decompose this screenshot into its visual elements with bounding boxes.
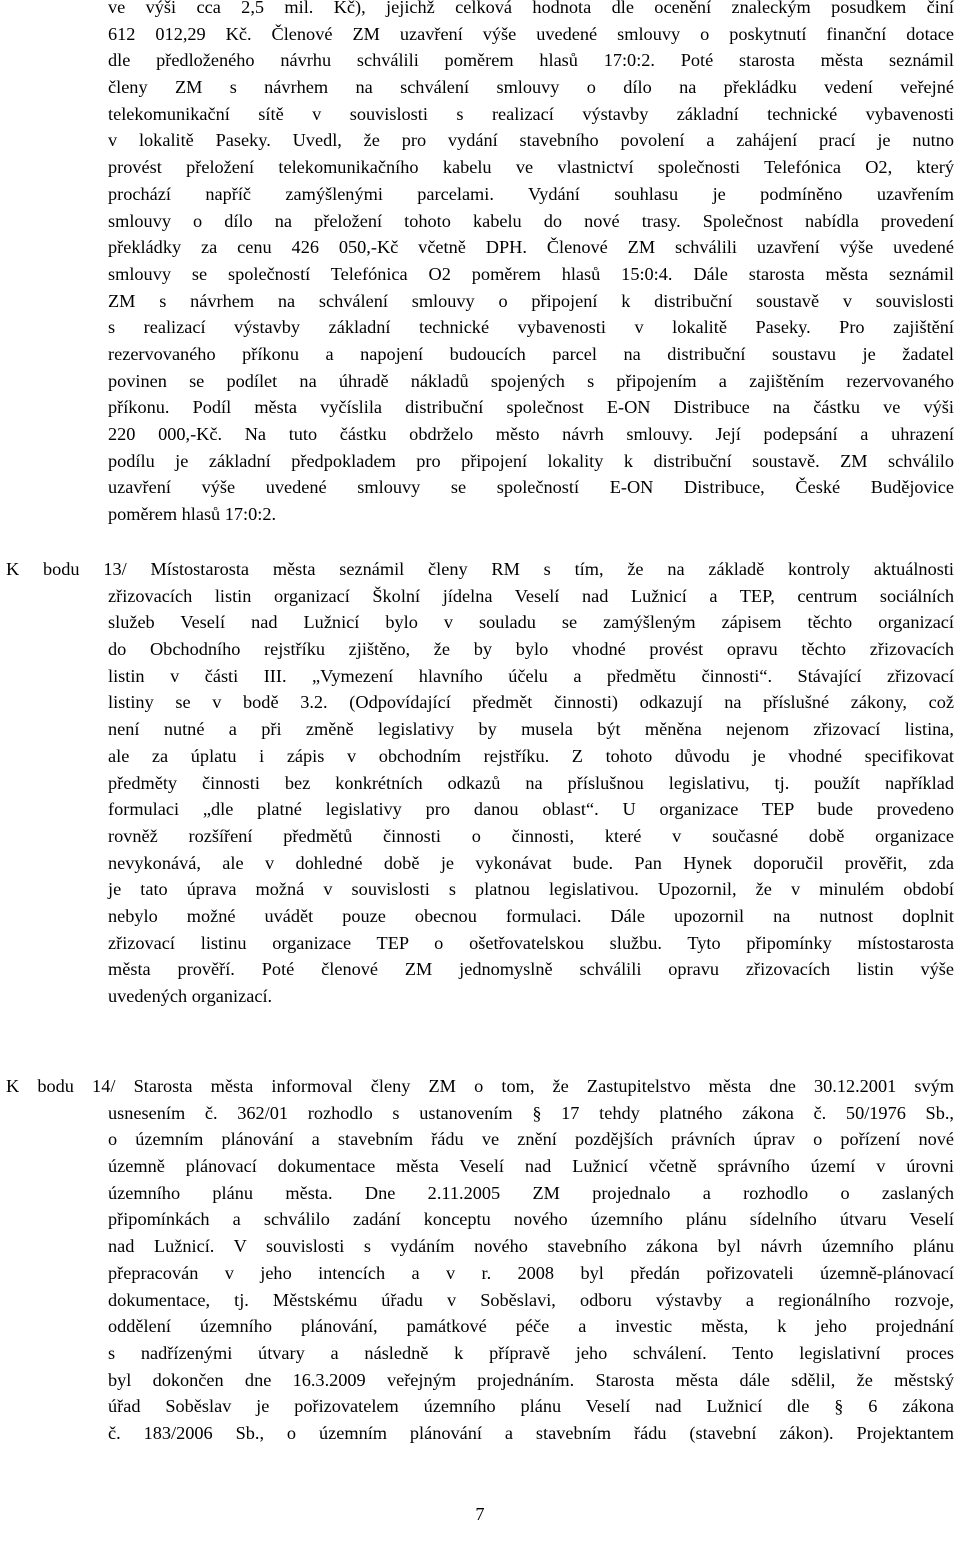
text-line: Místostarosta města seznámil členy RM s tím, že na základě kontroly aktuálnosti: [150, 559, 954, 579]
text-line: listin v části III. „Vymezení hlavního účelu a předmětu činnosti“. Stávající zřizovací: [108, 665, 954, 686]
text-line: úřad Soběslav je pořizovatelem územního plánu Veselí nad Lužnicí dle § 6 zákona: [108, 1396, 954, 1417]
text-line: 220 000,-Kč. Na tuto částku obdrželo město návrh smlouvy. Její podepsání a uhrazení: [108, 424, 954, 444]
text-line: dokumentace, tj. Městskému úřadu v Soběslavi, odboru výstavby a regionálního rozvoje,: [108, 1289, 954, 1310]
text-line: Starosta města informoval členy ZM o tom, že Zastupitelstvo města dne 30.12.2001 svým: [133, 1076, 954, 1096]
text-line: je tato úprava možná v souvislosti s platnou legislativou. Upozornil, že v minulém období: [108, 879, 954, 900]
text-line: listiny se v bodě 3.2. (Odpovídající předmět činnosti) odkazují na příslušné zákony, což: [108, 692, 954, 713]
text-line: příkonu. Podíl města vyčíslila distribuční společnost E-ON Distribuce na částku ve výši: [108, 397, 954, 418]
text-line: byl dokončen dne 16.3.2009 veřejným projednáním. Starosta města dále sdělil, že městský: [108, 1369, 954, 1390]
text-line: smlouvy se společností Telefónica O2 poměrem hlasů 15:0:4. Dále starosta města seznámil: [108, 263, 954, 284]
agenda-item-label: K bodu 13/: [6, 559, 127, 579]
text-line: formulaci „dle platné legislativy pro danou oblast“. U organizace TEP bude provedeno: [108, 799, 954, 820]
paragraph-item-12-continuation: [108, 0, 954, 528]
text-line: usnesením č. 362/01 rozhodlo s ustanovením § 17 tehdy platného zákona č. 50/1976 Sb.,: [108, 1102, 954, 1123]
text-line: není nutné a při změně legislativy by musela být měněna nejenom zřizovací listina,: [108, 719, 954, 740]
text-line: provést přeložení telekomunikačního kabelu ve vlastnictví společnosti Telefónica O2, který: [108, 157, 954, 178]
text-line: telekomunikační sítě v souvislosti s realizací výstavby základní technické vybavenosti: [108, 103, 954, 124]
text-line: nad Lužnicí. V souvislosti s vydáním nového stavebního zákona byl návrh územního plánu: [108, 1236, 954, 1257]
page-number: 7: [475, 1504, 485, 1524]
text-line: připomínkách a schválilo zadání konceptu nového územního plánu sídelního útvaru Veselí: [108, 1209, 954, 1230]
agenda-item-14: [6, 1073, 954, 1447]
text-line: povinen se podílet na úhradě nákladů spojených s připojením a zajištěním rezervovaného: [108, 370, 954, 391]
text-line: dle předloženého návrhu schválili poměrem hlasů 17:0:2. Poté starosta města seznámil: [108, 50, 954, 71]
text-line: ZM s návrhem na schválení smlouvy o připojení k distribuční soustavě v souvislosti: [108, 290, 954, 311]
text-line: rovněž rozšíření předmětů činnosti o činnosti, které v současné době organizace: [108, 825, 954, 846]
text-line: poměrem hlasů 17:0:2.: [108, 504, 277, 525]
text-line: nebylo možné uvádět pouze obecnou formulaci. Dále upozornil na nutnost doplnit: [108, 905, 954, 926]
text-line: překládky za cenu 426 050,-Kč včetně DPH. Členové ZM schválili uzavření výše uvedené: [108, 237, 954, 258]
agenda-item-body: [6, 583, 954, 1010]
text-line: územního plánu města. Dne 2.11.2005 ZM projednalo a rozhodlo o zaslaných: [108, 1182, 954, 1203]
agenda-item-first-line: [6, 1073, 954, 1100]
text-line: podílu je základní předpokladem pro připojení lokality k distribuční soustavě. ZM schválilo: [108, 450, 954, 471]
agenda-item-body: [6, 1100, 954, 1447]
text-line: předměty činnosti bez konkrétních odkazů na příslušnou legislativu, tj. použít například: [108, 772, 954, 793]
text-line: zřizovací listinu organizace TEP o ošetřovatelskou službu. Tyto připomínky místostarosta: [108, 932, 954, 953]
agenda-item-13: [6, 556, 954, 1010]
text-line: přepracován v jeho intencích a v r. 2008 byl předán pořizovateli územně-plánovací: [108, 1262, 954, 1283]
text-line: územně plánovací dokumentace města Veselí nad Lužnicí včetně správního území v úrovni: [108, 1156, 954, 1177]
text-line: smlouvy o dílo na přeložení tohoto kabelu do nové trasy. Společnost nabídla provedení: [108, 210, 954, 231]
text-line: členy ZM s návrhem na schválení smlouvy o dílo na překládku vedení veřejné: [108, 77, 954, 98]
text-line: o územním plánování a stavebním řádu ve znění pozdějších právních úprav o pořízení nové: [108, 1129, 954, 1150]
text-line: zřizovacích listin organizací Školní jídelna Veselí nad Lužnicí a TEP, centrum sociálních: [108, 585, 954, 606]
text-line: uvedených organizací.: [108, 986, 273, 1006]
text-line: do Obchodního rejstříku zjištěno, že by bylo vhodné provést opravu těchto zřizovacích: [108, 639, 954, 660]
text-line: rezervovaného příkonu a napojení budoucích parcel na distribuční soustavu je žadatel: [108, 343, 954, 364]
text-line: města prověří. Poté členové ZM jednomyslně schválili opravu zřizovacích listin výše: [108, 959, 954, 980]
text-line: 612 012,29 Kč. Členové ZM uzavření výše uvedené smlouvy o poskytnutí finanční dotace: [108, 23, 954, 44]
text-line: služeb Veselí nad Lužnicí bylo v souladu se zamýšleným zápisem těchto organizací: [108, 612, 954, 633]
text-line: ve výši cca 2,5 mil. Kč), jejichž celková hodnota dle ocenění znaleckým posudkem činí: [108, 0, 954, 17]
text-line: oddělení územního plánování, památkové péče a investic města, k jeho projednání: [108, 1316, 954, 1337]
text-line: v lokalitě Paseky. Uvedl, že pro vydání stavebního povolení a zahájení prací je nutno: [108, 130, 954, 151]
text-line: nevykonává, ale v dohledné době je vykonávat bude. Pan Hynek doporučil prověřit, zda: [108, 852, 954, 873]
text-line: s realizací výstavby základní technické vybavenosti v lokalitě Paseky. Pro zajištění: [108, 317, 954, 338]
text-line: č. 183/2006 Sb., o územním plánování a stavebním řádu (stavební zákon). Projektantem: [108, 1422, 954, 1443]
text-line: prochází napříč zamýšlenými parcelami. Vydání souhlasu je podmíněno uzavřením: [108, 183, 954, 204]
text-line: uzavření výše uvedené smlouvy se společností E-ON Distribuce, České Budějovice: [108, 477, 954, 498]
agenda-item-label: K bodu 14/: [6, 1076, 116, 1096]
text-line: s nadřízenými útvary a následně k přípravě jeho schválení. Tento legislativní proces: [108, 1342, 954, 1363]
text-line: ale za úplatu i zápis v obchodním rejstříku. Z tohoto důvodu je vhodné specifikovat: [108, 745, 954, 766]
agenda-item-first-line: [6, 556, 954, 583]
